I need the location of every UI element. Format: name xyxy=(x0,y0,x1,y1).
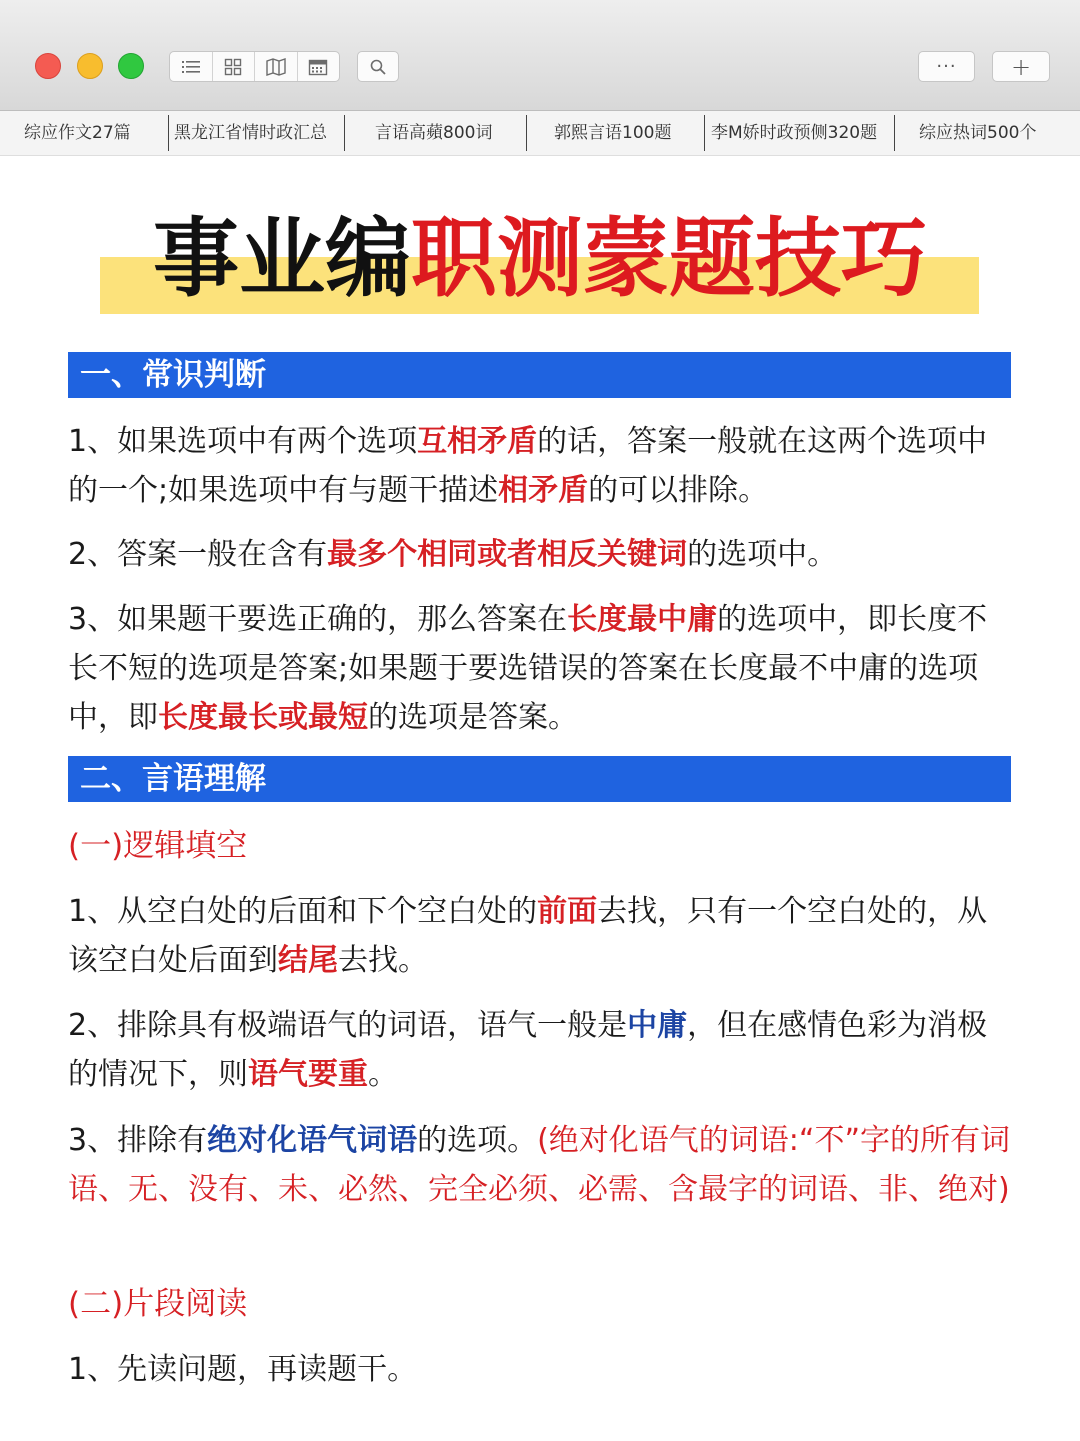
calendar-view-button[interactable] xyxy=(298,52,340,81)
bookmark-divider xyxy=(894,115,895,151)
search-button[interactable] xyxy=(357,51,399,82)
bookmark-item[interactable]: 综应热词500个 xyxy=(919,123,1037,143)
list-item: 2、答案一般在含有最多个相同或者相反关键词的选项中。 xyxy=(68,537,838,572)
more-button[interactable]: ··· xyxy=(918,51,975,82)
map-view-button[interactable] xyxy=(255,52,298,81)
subsection-title: (二)片段阅读 xyxy=(68,1286,248,1322)
section-heading: 二、言语理解 xyxy=(68,756,1011,802)
list-item: 1、如果选项中有两个选项互相矛盾的话，答案一般就在这两个选项中的一个;如果选项中有与题干描述相矛盾的可以排除。 xyxy=(68,424,988,508)
zoom-window-button[interactable] xyxy=(118,53,144,79)
bookmark-item[interactable]: 黑龙江省情时政汇总 xyxy=(174,123,327,143)
list-item: 1、先读问题，再读题干。 xyxy=(68,1352,418,1387)
bookmarks-bar xyxy=(0,111,1080,156)
list-item: 3、排除有绝对化语气词语的选项。(绝对化语气的词语:“不”字的所有词语、无、没有、未、必然、完全必须、必需、含最字的词语、非、绝对) xyxy=(68,1123,1010,1207)
bookmark-divider xyxy=(168,115,169,151)
bookmark-divider xyxy=(344,115,345,151)
bookmark-divider xyxy=(526,115,527,151)
bookmark-item[interactable]: 言语高蘋800词 xyxy=(375,123,493,143)
minimize-window-button[interactable] xyxy=(77,53,103,79)
calendar-icon xyxy=(308,58,328,76)
section-heading: 一、常识判断 xyxy=(68,352,1011,398)
bookmark-item[interactable]: 李M娇时政预侧320题 xyxy=(711,123,878,143)
list-item: 1、从空白处的后面和下个空白处的前面去找，只有一个空白处的，从该空白处后面到结尾去找。 xyxy=(68,894,988,978)
grid-view-button[interactable] xyxy=(213,52,256,81)
page-title xyxy=(0,200,1080,318)
window-titlebar xyxy=(0,0,1080,111)
page-title-black: 事业编 xyxy=(153,208,411,309)
page-title-red: 职测蒙题技巧 xyxy=(411,208,927,309)
view-mode-toolbar xyxy=(169,51,340,82)
close-window-button[interactable] xyxy=(35,53,61,79)
subsection-title: (一)逻辑填空 xyxy=(68,828,248,864)
list-item: 3、如果题干要选正确的，那么答案在长度最中庸的选项中，即长度不长不短的选项是答案;如果题于要选错误的答案在长度最不中庸的选项中，即长度最长或最短的选项是答案。 xyxy=(68,602,988,735)
bookmark-item[interactable]: 综应作文27篇 xyxy=(24,123,131,143)
grid-icon xyxy=(224,58,242,76)
bookmark-item[interactable]: 郭熙言语100题 xyxy=(554,123,672,143)
list-view-button[interactable] xyxy=(170,52,213,81)
list-item: 2、排除具有极端语气的词语，语气一般是中庸，但在感情色彩为消极的情况下，则语气要重。 xyxy=(68,1008,988,1092)
list-icon xyxy=(181,59,201,75)
bookmark-divider xyxy=(704,115,705,151)
map-icon xyxy=(266,58,286,76)
search-icon xyxy=(369,58,387,76)
add-button[interactable]: + xyxy=(992,51,1050,82)
